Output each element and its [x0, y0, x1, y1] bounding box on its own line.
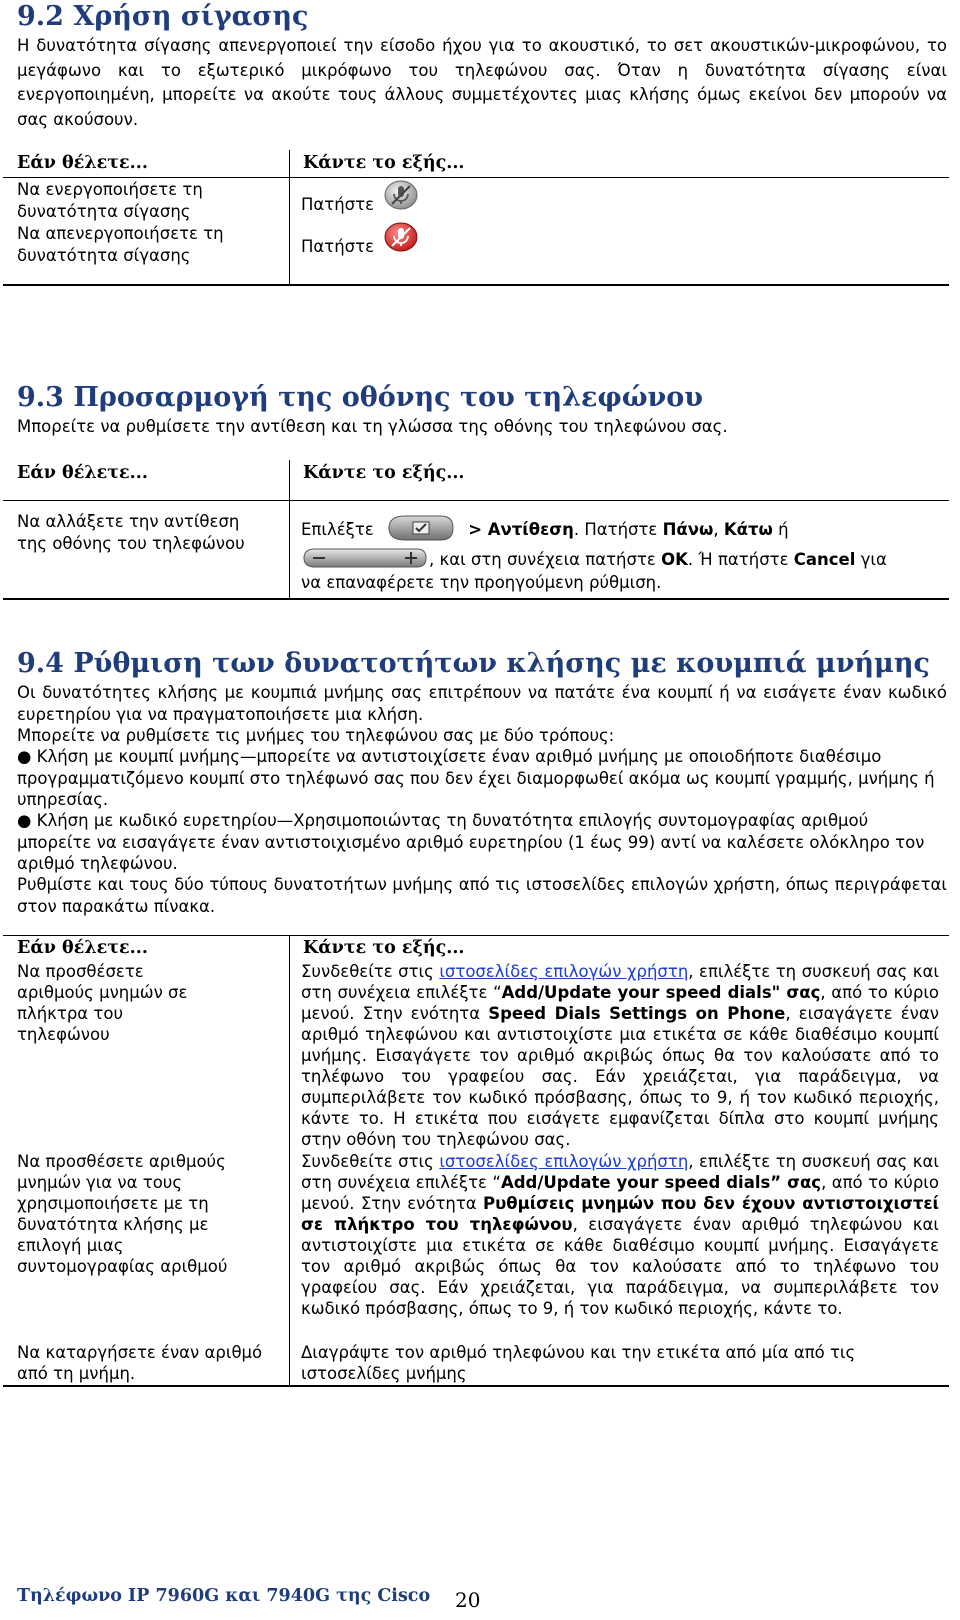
- contrast-action-line-1: Επιλέξτε > Αντίθεση. Πατήστε Πάνω, Κάτω ή: [301, 516, 941, 546]
- table-divider: [3, 935, 949, 936]
- section-heading-9-3: 9.3 Προσαρμογή της οθόνης του τηλεφώνου: [17, 382, 704, 413]
- contrast-action-line-2: , και στη συνέχεια πατήστε OK. Ή πατήστε Cancel για: [301, 546, 941, 572]
- mute-intro-paragraph: Η δυνατότητα σίγασης απενεργοποιεί την είσοδο ήχου για το ακουστικό, το σετ ακουστικών-μικροφώνου, το μεγάφωνο και το εξωτερικό μικρόφωνο του τηλεφώνου σας. Όταν η δυνατότητα σίγασης είναι ενεργοποιημένη, μπορείτε να ακούτε τους άλλους συμμετέχοντες μιας κλήσης όμως εκείνοι δεν μπορούν να σας ακούσουν.: [17, 36, 947, 129]
- table-row-abbreviated-dial-action: Συνδεθείτε στις ιστοσελίδες επιλογών χρήστη, επιλέξτε τη συσκευή σας και στη συνέχεια επιλέξτε “Add/Update your speed dials” σας, από το κύριο μενού. Στην ενότητα Ρυθμίσεις μνημών που δεν έχουν αντιστοιχιστεί σε πλήκτρο του τηλεφώνου, εισαγάγετε έναν αριθμό τηλεφώνου και αντιστοιχίστε μια ετικέτα σε κάθε διαθέσιμο κουμπί μνήμης. Εισαγάγετε τον αριθμό ακριβώς όπως θα τον καλούσατε από το τηλέφωνο του γραφείου σας. Εάν χρειάζεται, για παράδειγμα, να συμπεριλάβετε τον κωδικό πρόσβασης, όπως το 9, ή τον κωδικό περιοχής, κάντε το.: [301, 1152, 939, 1318]
- speed-dial-paragraph-3: Ρυθμίστε και τους δύο τύπους δυνατοτήτων μνήμης από τις ιστοσελίδες επιλογών χρήστη, όπως περιγράφεται στον παρακάτω πίνακα.: [17, 875, 947, 916]
- table-row-remove-number-action: Διαγράψτε τον αριθμό τηλεφώνου και την ετικέτα από μία από τις ιστοσελίδες μνήμης: [301, 1343, 856, 1383]
- column-header-do: Κάντε το εξής...: [303, 153, 465, 173]
- user-options-web-pages-link[interactable]: ιστοσελίδες επιλογών χρήστη: [439, 1152, 689, 1171]
- display-table: [3, 460, 949, 610]
- table-divider: [3, 598, 949, 600]
- table-divider: [3, 500, 949, 501]
- mute-button-red-icon: [383, 221, 419, 253]
- table-column-divider: [289, 460, 290, 599]
- press-label: Πατήστε: [301, 237, 374, 256]
- speed-dial-table: [3, 935, 949, 1430]
- table-row-abbreviated-dial-condition: Να προσθέσετε αριθμούς μνημών για να τους χρησιμοποιήσετε με τη δυνατότητα κλήσης με επιλογή μιας συντομογραφίας αριθμού: [17, 1152, 228, 1276]
- table-row-contrast-action: [301, 516, 941, 594]
- column-header-if: Εάν θέλετε...: [17, 153, 148, 173]
- table-row-contrast-condition: Να αλλάξετε την αντίθεση της οθόνης του τηλεφώνου: [17, 512, 245, 553]
- table-divider: [3, 1385, 949, 1387]
- table-row-disable-mute-action: [301, 236, 419, 258]
- mute-table: [3, 150, 949, 290]
- column-header-if: Εάν θέλετε...: [17, 938, 148, 958]
- table-row-remove-number-condition: Να καταργήσετε έναν αριθμό από τη μνήμη.: [17, 1343, 263, 1383]
- section-heading-9-2: 9.2 Χρήση σίγασης: [17, 1, 309, 32]
- speed-dial-bullet-1: ● Κλήση με κουμπί μνήμης—μπορείτε να αντιστοιχίσετε έναν αριθμό μνήμης με οποιοδήποτε διαθέσιμο προγραμματιζόμενο κουμπί στο τηλέφωνό σας που δεν έχει διαμορφωθεί ακόμα ως κουμπί γραμμής, μνήμης ή υπηρεσίας.: [17, 747, 935, 809]
- table-row-enable-mute-action: [301, 194, 419, 216]
- speed-dial-paragraph-1: Οι δυνατότητες κλήσης με κουμπιά μνήμης σας επιτρέπουν να πατάτε ένα κουμπί ή να εισάγετε έναν κωδικό ευρετηρίου για να πραγματοποιήσετε μια κλήση.: [17, 683, 947, 724]
- settings-button-icon: [385, 513, 457, 543]
- column-header-do: Κάντε το εξής...: [303, 463, 465, 483]
- table-divider: [3, 284, 949, 286]
- table-divider: [3, 177, 949, 178]
- footer-title: Τηλέφωνο IP 7960G και 7940G της Cisco: [17, 1586, 431, 1606]
- user-options-web-pages-link[interactable]: ιστοσελίδες επιλογών χρήστη: [439, 962, 689, 981]
- mute-button-gray-icon: [383, 179, 419, 211]
- table-row-disable-mute-condition: Να απενεργοποιήσετε τη δυνατότητα σίγασης: [17, 224, 224, 265]
- press-label: Πατήστε: [301, 195, 374, 214]
- column-header-do: Κάντε το εξής...: [303, 938, 465, 958]
- page-number: 20: [455, 1588, 481, 1612]
- table-column-divider: [289, 935, 290, 1386]
- display-intro-paragraph: Μπορείτε να ρυθμίσετε την αντίθεση και τη γλώσσα της οθόνης του τηλεφώνου σας.: [17, 417, 728, 436]
- table-column-divider: [289, 150, 290, 285]
- speed-dial-bullet-2: ● Κλήση με κωδικό ευρετηρίου—Χρησιμοποιώντας τη δυνατότητα επιλογής συντομογραφίας αριθμού μπορείτε να εισαγάγετε έναν αντιστοιχισμένο αριθμό ευρετηρίου (1 έως 99) αντί να καλέσετε ολόκληρο τον αριθμό τηλεφώνου.: [17, 811, 925, 873]
- volume-bar-icon: [301, 546, 429, 570]
- table-row-phone-buttons-action: Συνδεθείτε στις ιστοσελίδες επιλογών χρήστη, επιλέξτε τη συσκευή σας και στη συνέχεια επιλέξτε “Add/Update your speed dials" σας, από το κύριο μενού. Στην ενότητα Speed Dials Settings on Phone, εισαγάγετε έναν αριθμό τηλεφώνου και αντιστοιχίστε μια ετικέτα σε κάθε διαθέσιμο κουμπί μνήμης. Εισαγάγετε τον αριθμό ακριβώς όπως θα τον καλούσατε από το τηλέφωνο του γραφείου σας. Εάν χρειάζεται, για παράδειγμα, να συμπεριλάβετε τον κωδικό πρόσβασης, όπως το 9, ή τον κωδικό περιοχής, κάντε το. Η ετικέτα που εισάγετε εμφανίζεται δίπλα στο κουμπί μνήμης στην οθόνη του τηλεφώνου σας.: [301, 962, 939, 1149]
- section-heading-9-4: 9.4 Ρύθμιση των δυνατοτήτων κλήσης με κουμπιά μνήμης: [17, 648, 930, 679]
- contrast-action-line-3: να επαναφέρετε την προηγούμενη ρύθμιση.: [301, 573, 662, 592]
- speed-dial-paragraph-2: Μπορείτε να ρυθμίσετε τις μνήμες του τηλεφώνου σας με δύο τρόπους:: [17, 726, 615, 745]
- table-row-phone-buttons-condition: Να προσθέσετε αριθμούς μνημών σε πλήκτρα του τηλεφώνου: [17, 962, 188, 1044]
- column-header-if: Εάν θέλετε...: [17, 463, 148, 483]
- table-row-enable-mute-condition: Να ενεργοποιήσετε τη δυνατότητα σίγασης: [17, 180, 203, 221]
